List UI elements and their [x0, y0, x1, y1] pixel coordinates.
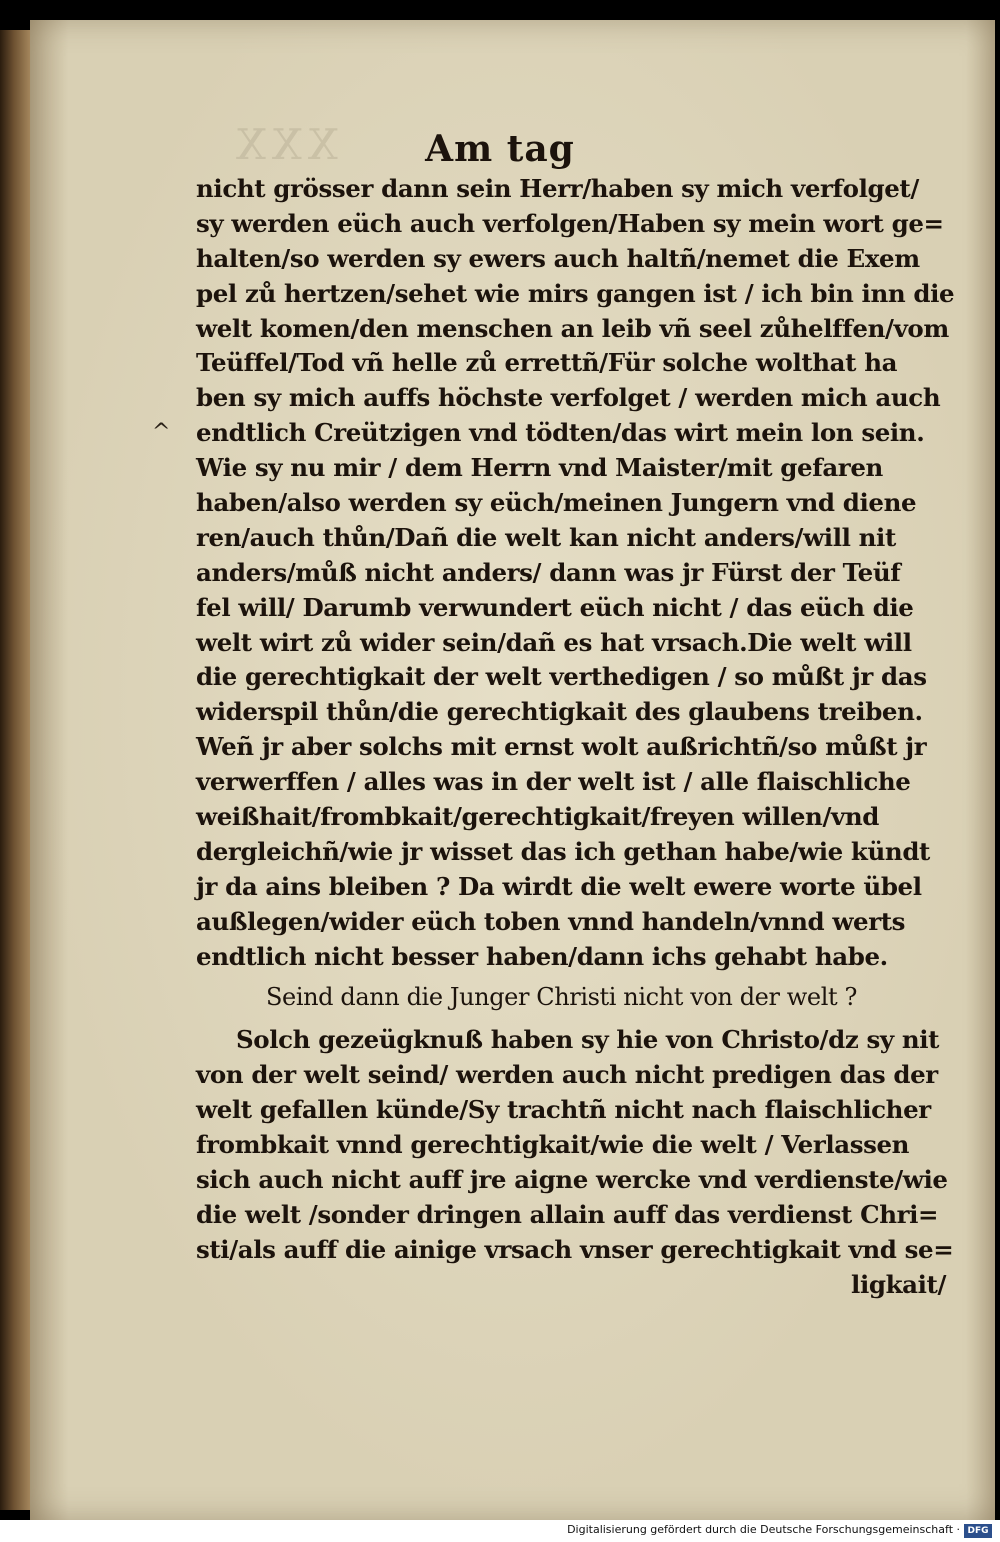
show-through-ghost-text: XXX — [230, 120, 338, 169]
text-line: die welt /sonder dringen allain auff das verdienst Chri= — [196, 1199, 939, 1229]
dfg-logo: DFG — [964, 1524, 992, 1538]
text-line: Teüffel/Tod vñ helle zů errettñ/Für solche wolthat ha — [196, 348, 898, 378]
text-line: sich auch nicht auff jre aigne wercke vnd verdienste/wie — [196, 1164, 948, 1194]
text-line: sti/als auff die ainige vrsach vnser gerechtigkait vnd se= — [196, 1234, 954, 1264]
main-text-block — [196, 172, 966, 1303]
footer-credit: Digitalisierung gefördert durch die Deutsche Forschungsgemeinschaft · — [567, 1523, 960, 1536]
text-line: ben sy mich auffs höchste verfolget / werden mich auch — [196, 383, 941, 413]
text-line: haben/also werden sy eüch/meinen Jungern vnd diene — [196, 488, 917, 518]
running-head: Am tag — [425, 128, 575, 170]
text-line: die gerechtigkait der welt verthedigen / so můßt jr das — [196, 662, 927, 692]
text-line: nicht grösser dann sein Herr/haben sy mich verfolget/ — [196, 174, 919, 203]
text-line: widerspil thůn/die gerechtigkait des glaubens treiben. — [196, 697, 923, 727]
text-line: weißhait/frombkait/gerechtigkait/freyen willen/vnd — [196, 802, 879, 832]
text-line: sy werden eüch auch verfolgen/Haben sy mein wort ge= — [196, 208, 944, 238]
text-line: pel zů hertzen/sehet wie mirs gangen ist / ich bin inn die — [196, 278, 955, 308]
text-line: welt gefallen künde/Sy trachtñ nicht nach flaischlicher — [196, 1095, 931, 1125]
text-line: halten/so werden sy ewers auch haltñ/nemet die Exem — [196, 243, 920, 273]
text-line: frombkait vnnd gerechtigkait/wie die welt / Verlassen — [196, 1130, 910, 1160]
text-line: fel will/ Darumb verwundert eüch nicht / das eüch die — [196, 592, 914, 622]
text-line: endtlich Creützigen vnd tödten/das wirt mein lon sein. — [196, 418, 925, 448]
text-line: dergleichñ/wie jr wisset das ich gethan habe/wie kündt — [196, 836, 930, 866]
text-line: anders/můß nicht anders/ dann was jr Fürst der Teüf — [196, 557, 901, 587]
footer-bar — [0, 1520, 1000, 1542]
text-line: Wie sy nu mir / dem Herrn vnd Maister/mit gefaren — [196, 453, 883, 483]
text-line: Solch gezeügknuß haben sy hie von Christo/dz sy nit — [236, 1025, 940, 1055]
text-line: endtlich nicht besser haben/dann ichs gehabt habe. — [196, 941, 888, 971]
margin-mark: ^ — [152, 420, 171, 445]
catchword-line: ligkait/ — [851, 1269, 946, 1299]
text-line: außlegen/wider eüch toben vnnd handeln/vnnd werts — [196, 906, 906, 936]
text-line: welt wirt zů wider sein/dañ es hat vrsach.Die welt will — [196, 627, 912, 657]
text-line: welt komen/den menschen an leib vñ seel zůhelffen/vom — [196, 313, 949, 343]
text-line: Weñ jr aber solchs mit ernst wolt außrichtñ/so můßt jr — [196, 732, 927, 762]
text-line: von der welt seind/ werden auch nicht predigen das der — [196, 1060, 938, 1090]
section-heading: Seind dann die Junger Christi nicht von der welt ? — [266, 983, 857, 1012]
text-line: jr da ains bleiben ? Da wirdt die welt ewere worte übel — [196, 871, 922, 901]
text-line: ren/auch thůn/Dañ die welt kan nicht anders/will nit — [196, 522, 896, 552]
text-line: verwerffen / alles was in der welt ist / alle flaischliche — [196, 767, 911, 797]
